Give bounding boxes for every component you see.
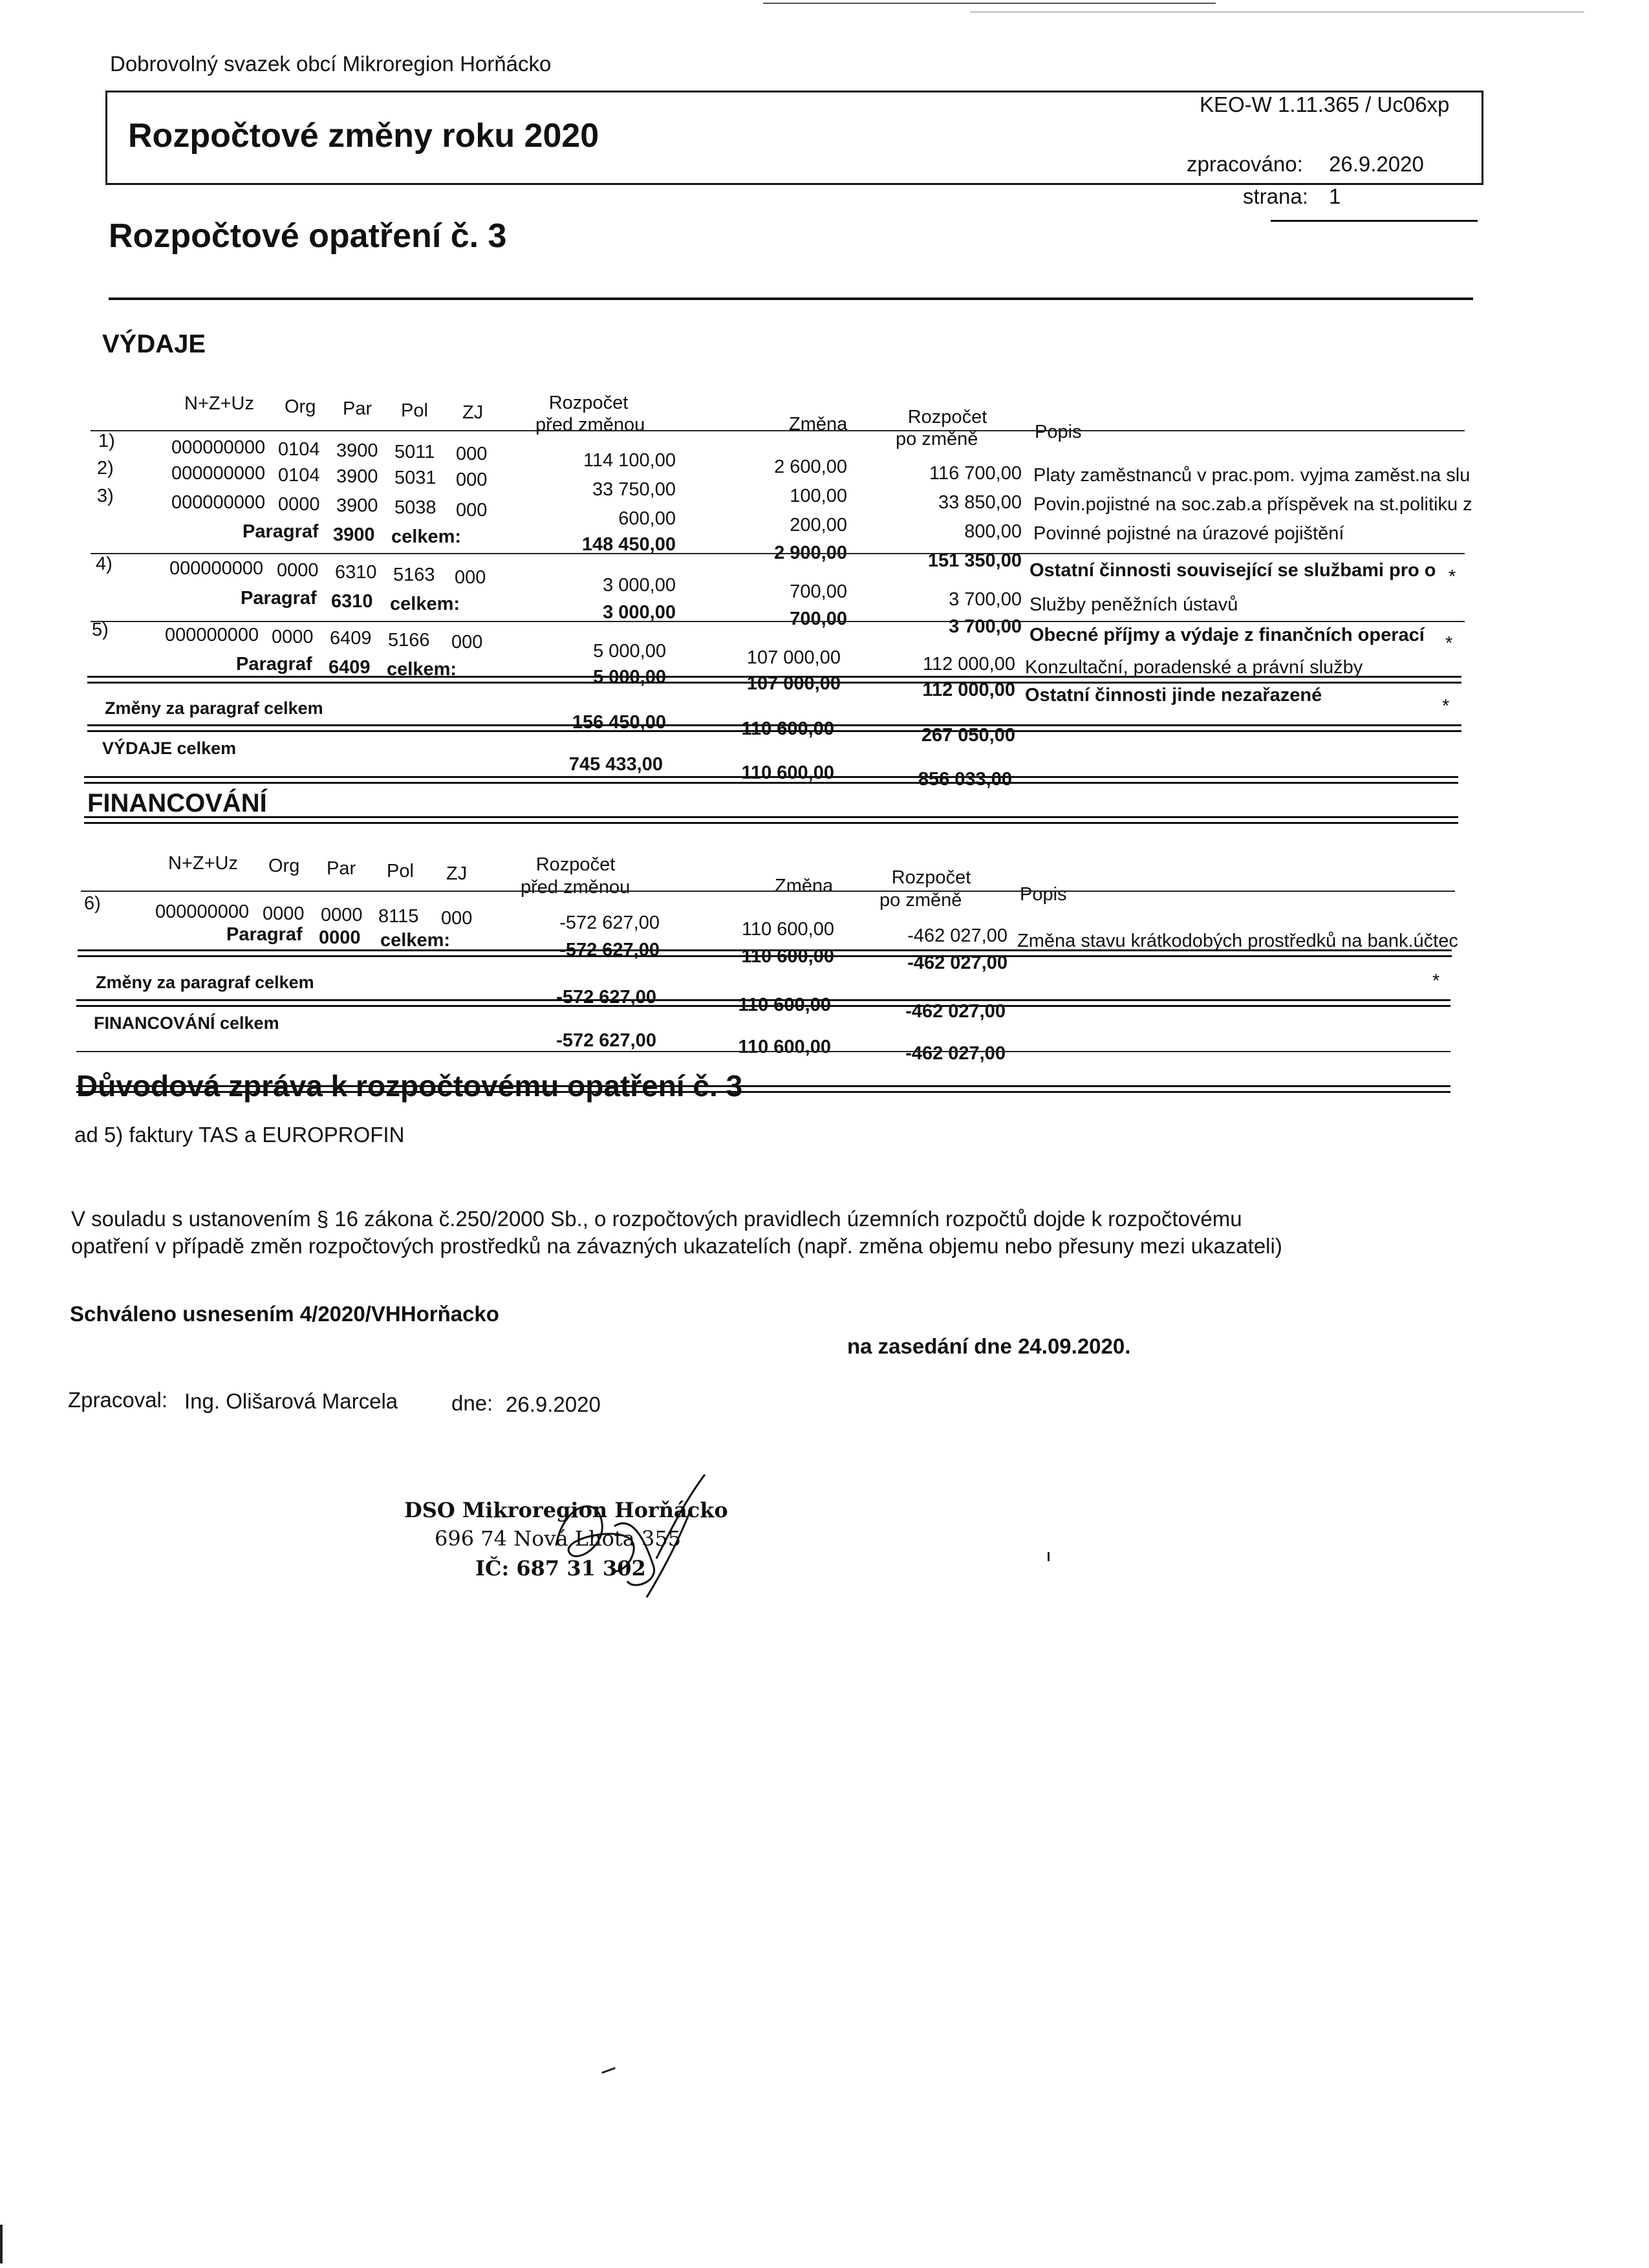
subtotal-mark: *: [1442, 696, 1450, 717]
par-total-change: 110 600,00: [738, 995, 831, 1015]
subtotal-change: 700,00: [790, 609, 847, 629]
par-total-label: Změny za paragraf celkem: [105, 698, 323, 718]
cell-change: 200,00: [790, 515, 847, 535]
par-total-change: 110 600,00: [741, 718, 834, 739]
subtotal-change: 2 900,00: [774, 543, 847, 563]
subtotal-suffix: celkem:: [391, 526, 462, 547]
legal-line-2: opatření v případě změn rozpočtových prostředků na závazných ukazatelích (např. změna objemu nebo přesuny mezi ukazateli): [71, 1234, 1282, 1258]
signature: [517, 1468, 711, 1604]
cell-desc: Povinné pojistné na úrazové pojištění: [1033, 523, 1344, 544]
cell-org: 0104: [278, 439, 320, 460]
total-double-rule: [87, 724, 1461, 732]
header-rule: [1271, 220, 1478, 222]
col-desc: Popis: [1020, 884, 1067, 905]
cell-par: 6310: [335, 562, 377, 583]
section-double-rule: [78, 949, 1452, 957]
row-number: 6): [84, 893, 101, 914]
doc-code: KEO-W 1.11.365 / Uc06xp: [1200, 92, 1450, 116]
subtotal-label: Paragraf: [226, 924, 303, 945]
section-double-rule: [87, 676, 1461, 684]
col-org: Org: [285, 396, 316, 417]
col-zj: ZJ: [462, 402, 484, 423]
subtotal-after: 3 700,00: [949, 616, 1022, 637]
col-pol: Pol: [401, 400, 428, 421]
subtotal-suffix: celkem:: [380, 930, 451, 951]
total-rule: [76, 1051, 1450, 1052]
subtotal-mark: *: [1432, 971, 1440, 991]
cell-nzu: 000000000: [169, 558, 264, 579]
subtotal-mark: *: [1445, 633, 1453, 654]
total-double-rule: [84, 776, 1458, 784]
legal-line-1: V souladu s ustanovením § 16 zákona č.250/2000 Sb., o rozpočtových pravidlech územních rozpočtů dojde k rozpočtovému: [71, 1207, 1242, 1231]
subtotal-change: 110 600,00: [741, 946, 834, 967]
cell-zj: 000: [456, 500, 488, 521]
cell-zj: 000: [455, 567, 486, 588]
cell-after: 3 700,00: [949, 589, 1022, 610]
subtotal-mark: *: [1449, 567, 1456, 587]
measure-rule: [109, 297, 1473, 300]
col-par: Par: [343, 398, 372, 419]
par-total-after: -462 027,00: [905, 1001, 1006, 1022]
subtotal-after: 151 350,00: [927, 550, 1022, 571]
page-number-value: 1: [1329, 184, 1341, 208]
subtotal-par: 6409: [329, 657, 371, 678]
cell-org: 0104: [278, 465, 320, 486]
cell-par: 3900: [336, 495, 378, 516]
page-number-label: strana:: [1243, 184, 1308, 208]
cell-after: 800,00: [964, 521, 1022, 542]
financovani-total-label: FINANCOVÁNÍ celkem: [94, 1013, 279, 1033]
total-double-rule: [84, 816, 1458, 824]
cell-change: 100,00: [790, 486, 847, 506]
cell-before: 114 100,00: [583, 450, 676, 471]
cell-par: 3900: [336, 466, 378, 487]
subtotal-desc: Ostatní činnosti jinde nezařazené: [1025, 685, 1322, 706]
par-total-after: 267 050,00: [921, 725, 1015, 746]
col-after-1: Rozpočet: [891, 867, 971, 888]
cell-desc: Povin.pojistné na soc.zab.a příspěvek na st.politiku z: [1033, 494, 1472, 515]
financovani-total-change: 110 600,00: [738, 1037, 831, 1057]
row-number: 5): [92, 620, 109, 640]
prepared-label: Zpracoval:: [68, 1388, 168, 1412]
cell-after: 112 000,00: [923, 654, 1015, 675]
col-pol: Pol: [387, 861, 414, 881]
col-org: Org: [268, 856, 300, 876]
cell-par: 0000: [321, 905, 363, 925]
cell-org: 0000: [277, 560, 319, 581]
row-separator: [91, 621, 1465, 622]
subtotal-before: 5 000,00: [593, 667, 666, 687]
vydaje-heading: VÝDAJE: [102, 330, 206, 358]
col-nzu: N+Z+Uz: [184, 393, 254, 414]
cell-before: 600,00: [618, 508, 676, 529]
total-double-rule: [76, 999, 1450, 1007]
vydaje-total-before: 745 433,00: [568, 754, 663, 775]
subtotal-par: 3900: [333, 524, 375, 545]
cell-nzu: 000000000: [171, 437, 266, 458]
subtotal-par: 0000: [319, 927, 361, 948]
cell-pol: 5011: [394, 442, 435, 462]
cell-zj: 000: [456, 444, 488, 464]
scan-line: [763, 3, 1216, 4]
col-change: Změna: [789, 414, 848, 435]
scan-mark: [601, 2067, 616, 2073]
cell-after: 33 850,00: [938, 492, 1022, 513]
row-number: 2): [97, 458, 114, 479]
cell-change: 2 600,00: [774, 457, 847, 477]
cell-desc: Služby peněžních ústavů: [1029, 594, 1238, 615]
subtotal-after: -462 027,00: [907, 953, 1008, 973]
cell-before: 33 750,00: [592, 479, 676, 500]
subtotal-before: -572 627,00: [559, 940, 660, 960]
cell-after: 116 700,00: [929, 463, 1022, 484]
col-after-2: po změně: [879, 890, 962, 911]
col-nzu: N+Z+Uz: [168, 853, 238, 874]
col-after-2: po změně: [896, 429, 978, 449]
par-total-label: Změny za paragraf celkem: [96, 973, 314, 992]
cell-pol: 5163: [393, 565, 435, 585]
cell-change: 107 000,00: [746, 647, 841, 668]
subtotal-desc: Obecné příjmy a výdaje z finančních operací: [1029, 625, 1425, 645]
cell-change: 110 600,00: [742, 919, 834, 940]
header-underline: [81, 891, 1455, 892]
session-date: na zasedání dne 24.09.2020.: [847, 1334, 1131, 1358]
approved-resolution: Schváleno usnesením 4/2020/VHHorňacko: [70, 1302, 499, 1326]
processed-label: zpracováno:: [1187, 152, 1303, 176]
cell-zj: 000: [451, 632, 483, 653]
cell-change: 700,00: [790, 581, 847, 602]
subtotal-par: 6310: [331, 591, 373, 612]
financovani-total-before: -572 627,00: [556, 1030, 656, 1051]
col-par: Par: [327, 858, 356, 879]
cell-before: 3 000,00: [603, 575, 676, 596]
cell-nzu: 000000000: [155, 902, 250, 922]
cell-pol: 5031: [394, 468, 436, 488]
date-value: 26.9.2020: [506, 1392, 601, 1416]
subtotal-change: 107 000,00: [746, 673, 841, 694]
row-number: 1): [98, 431, 115, 451]
report-ad5: ad 5) faktury TAS a EUROPROFIN: [74, 1123, 405, 1147]
subtotal-after: 112 000,00: [922, 680, 1015, 700]
cell-org: 0000: [263, 903, 305, 924]
measure-title: Rozpočtové opatření č. 3: [109, 217, 507, 255]
col-desc: Popis: [1035, 422, 1082, 442]
cell-par: 6409: [330, 628, 372, 649]
row-separator: [91, 553, 1465, 554]
subtotal-suffix: celkem:: [390, 594, 460, 614]
vydaje-total-label: VÝDAJE celkem: [102, 739, 237, 758]
prepared-by: Ing. Olišarová Marcela: [184, 1389, 398, 1413]
par-total-before: 156 450,00: [572, 712, 666, 733]
cell-org: 0000: [278, 494, 320, 515]
col-after-1: Rozpočet: [907, 407, 987, 427]
subtotal-label: Paragraf: [241, 588, 317, 609]
cell-nzu: 000000000: [171, 463, 266, 484]
vydaje-total-change: 110 600,00: [741, 762, 834, 783]
report-title: Důvodová zpráva k rozpočtovému opatření č. 3: [76, 1069, 743, 1103]
cell-par: 3900: [336, 440, 378, 461]
subtotal-label: Paragraf: [236, 654, 312, 675]
page-title: Rozpočtové změny roku 2020: [128, 117, 599, 155]
cell-zj: 000: [441, 908, 473, 929]
col-zj: ZJ: [446, 863, 468, 884]
cell-desc: Změna stavu krátkodobých prostředků na bank.účtec: [1017, 931, 1458, 951]
cell-pol: 5038: [394, 497, 436, 518]
cell-desc: Platy zaměstnanců v prac.pom. vyjma zaměst.na slu: [1033, 465, 1471, 486]
cell-pol: 8115: [378, 906, 419, 927]
subtotal-desc: Ostatní činnosti související se službami pro o: [1029, 560, 1436, 581]
stamp-line-2: 696 74 Nová Lhota 355: [435, 1526, 682, 1551]
vydaje-total-after: 856 033,00: [918, 769, 1012, 790]
stamp-line-3: IČ: 687 31 302: [475, 1556, 646, 1581]
stamp-line-1: DSO Mikroregion Horňácko: [404, 1498, 728, 1522]
cell-zj: 000: [456, 470, 488, 490]
col-before-2: před změnou: [521, 877, 630, 898]
date-label: dne:: [451, 1391, 493, 1415]
cell-after: -462 027,00: [907, 925, 1008, 946]
scan-edge: [0, 2225, 3, 2263]
subtotal-label: Paragraf: [242, 521, 319, 542]
col-before-2: před změnou: [535, 415, 645, 435]
col-before-1: Rozpočet: [548, 393, 629, 413]
cell-nzu: 000000000: [171, 492, 266, 513]
header-underline: [91, 430, 1465, 431]
cell-before: 5 000,00: [593, 641, 666, 662]
organization-name: Dobrovolný svazek obcí Mikroregion Horňácko: [110, 52, 552, 76]
processed-value: 26.9.2020: [1329, 152, 1424, 176]
subtotal-before: 3 000,00: [603, 602, 676, 623]
row-number: 3): [97, 486, 114, 506]
col-change: Změna: [775, 876, 834, 896]
row-number: 4): [96, 554, 113, 574]
cell-desc: Konzultační, poradenské a právní služby: [1025, 657, 1363, 678]
cell-pol: 5166: [388, 630, 430, 651]
scan-mark: [1048, 1552, 1050, 1561]
cell-org: 0000: [272, 627, 314, 647]
subtotal-suffix: celkem:: [387, 659, 457, 680]
par-total-before: -572 627,00: [556, 987, 656, 1008]
cell-nzu: 000000000: [165, 625, 259, 645]
col-before-1: Rozpočet: [535, 854, 616, 875]
financovani-heading: FINANCOVÁNÍ: [87, 789, 267, 817]
financovani-total-after: -462 027,00: [905, 1043, 1006, 1064]
subtotal-before: 148 450,00: [581, 534, 676, 555]
cell-before: -572 627,00: [559, 913, 660, 933]
